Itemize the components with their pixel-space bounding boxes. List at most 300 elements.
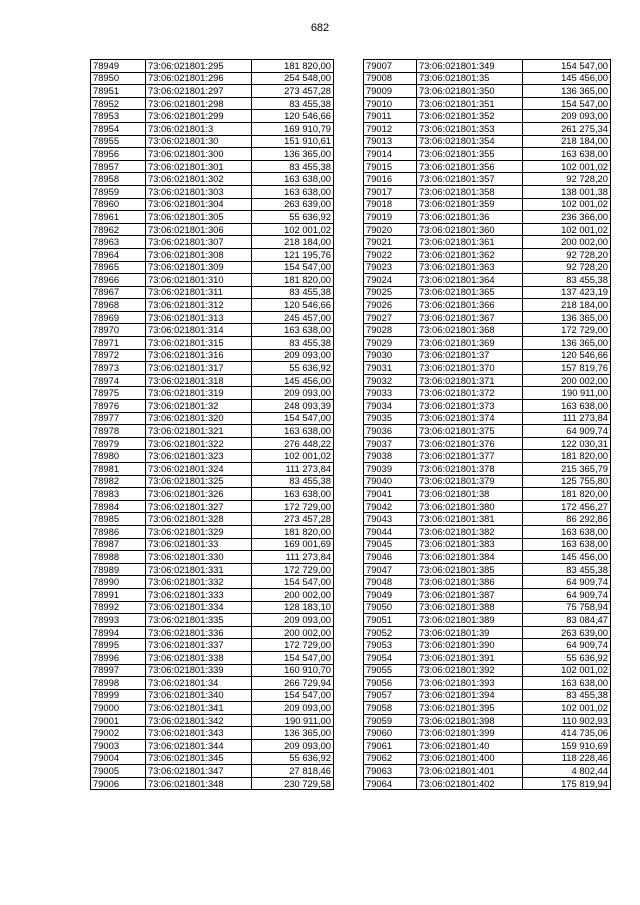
cadastral-number-cell: 73:06:021801:305: [146, 211, 252, 224]
row-number-cell: 78949: [91, 60, 146, 73]
row-number-cell: 79058: [364, 702, 417, 715]
cadastral-number-cell: 73:06:021801:379: [417, 475, 523, 488]
table-row: [91, 664, 334, 677]
row-number-cell: 79046: [364, 551, 417, 564]
value-cell: 92 728,20: [523, 261, 611, 274]
cadastral-number-cell: 73:06:021801:35: [417, 72, 523, 85]
table-row: [364, 374, 611, 387]
cadastral-number-cell: 73:06:021801:354: [417, 135, 523, 148]
value-cell: 92 728,20: [523, 248, 611, 261]
table-row: [364, 777, 611, 790]
value-cell: 163 638,00: [252, 488, 334, 501]
table-row: [91, 198, 334, 211]
value-cell: 200 002,00: [252, 626, 334, 639]
cadastral-number-cell: 73:06:021801:335: [146, 614, 252, 627]
row-number-cell: 78997: [91, 664, 146, 677]
cadastral-number-cell: 73:06:021801:32: [146, 400, 252, 413]
cadastral-number-cell: 73:06:021801:330: [146, 551, 252, 564]
table-row: [364, 614, 611, 627]
table-row: [91, 135, 334, 148]
row-number-cell: 78982: [91, 475, 146, 488]
value-cell: 75 758,94: [523, 601, 611, 614]
value-cell: 273 457,28: [252, 513, 334, 526]
value-cell: 172 729,00: [252, 563, 334, 576]
value-cell: 83 455,38: [523, 689, 611, 702]
row-number-cell: 79003: [91, 740, 146, 753]
cadastral-table-left: [90, 59, 334, 790]
table-row: [364, 639, 611, 652]
table-row: [364, 122, 611, 135]
value-cell: 181 820,00: [252, 274, 334, 287]
value-cell: 64 909,74: [523, 588, 611, 601]
value-cell: 200 002,00: [523, 374, 611, 387]
value-cell: 163 638,00: [523, 148, 611, 161]
row-number-cell: 79005: [91, 765, 146, 778]
table-row: [364, 677, 611, 690]
table-row: [91, 614, 334, 627]
value-cell: 160 910,70: [252, 664, 334, 677]
row-number-cell: 78973: [91, 362, 146, 375]
table-row: [364, 337, 611, 350]
cadastral-number-cell: 73:06:021801:345: [146, 752, 252, 765]
cadastral-number-cell: 73:06:021801:350: [417, 85, 523, 98]
value-cell: 190 911,00: [252, 714, 334, 727]
value-cell: 209 093,00: [252, 740, 334, 753]
table-row: [364, 173, 611, 186]
cadastral-number-cell: 73:06:021801:318: [146, 374, 252, 387]
row-number-cell: 78977: [91, 412, 146, 425]
value-cell: 122 030,31: [523, 437, 611, 450]
table-row: [364, 651, 611, 664]
row-number-cell: 78955: [91, 135, 146, 148]
cadastral-number-cell: 73:06:021801:356: [417, 160, 523, 173]
table-row: [364, 236, 611, 249]
value-cell: 175 819,94: [523, 777, 611, 790]
cadastral-number-cell: 73:06:021801:309: [146, 261, 252, 274]
cadastral-number-cell: 73:06:021801:343: [146, 727, 252, 740]
value-cell: 276 448,22: [252, 437, 334, 450]
cadastral-number-cell: 73:06:021801:336: [146, 626, 252, 639]
value-cell: 163 638,00: [252, 173, 334, 186]
cadastral-number-cell: 73:06:021801:334: [146, 601, 252, 614]
row-number-cell: 79000: [91, 702, 146, 715]
value-cell: 111 273,84: [252, 551, 334, 564]
value-cell: 209 093,00: [252, 614, 334, 627]
table-row: [364, 626, 611, 639]
value-cell: 145 456,00: [523, 551, 611, 564]
cadastral-number-cell: 73:06:021801:296: [146, 72, 252, 85]
value-cell: 128 183,10: [252, 601, 334, 614]
value-cell: 200 002,00: [523, 236, 611, 249]
value-cell: 172 729,00: [252, 500, 334, 513]
row-number-cell: 78970: [91, 324, 146, 337]
value-cell: 136 365,00: [523, 337, 611, 350]
row-number-cell: 78967: [91, 286, 146, 299]
table-row: [364, 148, 611, 161]
table-row: [91, 437, 334, 450]
value-cell: 263 639,00: [252, 198, 334, 211]
value-cell: 163 638,00: [252, 185, 334, 198]
cadastral-number-cell: 73:06:021801:333: [146, 588, 252, 601]
table-row: [91, 740, 334, 753]
table-row: [91, 122, 334, 135]
value-cell: 209 093,00: [252, 349, 334, 362]
table-row: [364, 400, 611, 413]
value-cell: 172 456,27: [523, 500, 611, 513]
table-row: [364, 450, 611, 463]
value-cell: 110 902,93: [523, 714, 611, 727]
table-row: [91, 538, 334, 551]
table-row: [364, 324, 611, 337]
value-cell: 163 638,00: [523, 525, 611, 538]
row-number-cell: 79002: [91, 727, 146, 740]
table-row: [91, 248, 334, 261]
cadastral-number-cell: 73:06:021801:295: [146, 60, 252, 73]
row-number-cell: 79004: [91, 752, 146, 765]
cadastral-number-cell: 73:06:021801:323: [146, 450, 252, 463]
cadastral-number-cell: 73:06:021801:38: [417, 488, 523, 501]
cadastral-number-cell: 73:06:021801:317: [146, 362, 252, 375]
table-row: [91, 513, 334, 526]
row-number-cell: 78985: [91, 513, 146, 526]
row-number-cell: 78987: [91, 538, 146, 551]
cadastral-number-cell: 73:06:021801:324: [146, 463, 252, 476]
cadastral-number-cell: 73:06:021801:313: [146, 311, 252, 324]
table-row: [91, 173, 334, 186]
cadastral-number-cell: 73:06:021801:374: [417, 412, 523, 425]
value-cell: 159 910,69: [523, 740, 611, 753]
value-cell: 218 184,00: [523, 135, 611, 148]
table-row: [364, 437, 611, 450]
cadastral-number-cell: 73:06:021801:303: [146, 185, 252, 198]
row-number-cell: 78996: [91, 651, 146, 664]
value-cell: 125 755,80: [523, 475, 611, 488]
value-cell: 230 729,58: [252, 777, 334, 790]
row-number-cell: 79017: [364, 185, 417, 198]
cadastral-number-cell: 73:06:021801:395: [417, 702, 523, 715]
table-row: [364, 475, 611, 488]
table-row: [91, 588, 334, 601]
table-row: [91, 777, 334, 790]
cadastral-number-cell: 73:06:021801:402: [417, 777, 523, 790]
row-number-cell: 79054: [364, 651, 417, 664]
row-number-cell: 78974: [91, 374, 146, 387]
cadastral-number-cell: 73:06:021801:297: [146, 85, 252, 98]
table-row: [91, 286, 334, 299]
value-cell: 154 547,00: [252, 651, 334, 664]
table-row: [91, 261, 334, 274]
row-number-cell: 79026: [364, 299, 417, 312]
row-number-cell: 78962: [91, 223, 146, 236]
value-cell: 138 001,38: [523, 185, 611, 198]
row-number-cell: 79056: [364, 677, 417, 690]
row-number-cell: 78983: [91, 488, 146, 501]
value-cell: 209 093,00: [252, 387, 334, 400]
row-number-cell: 79011: [364, 110, 417, 123]
table-row: [364, 538, 611, 551]
row-number-cell: 79020: [364, 223, 417, 236]
value-cell: 151 910,61: [252, 135, 334, 148]
value-cell: 102 001,02: [523, 702, 611, 715]
cadastral-number-cell: 73:06:021801:341: [146, 702, 252, 715]
row-number-cell: 79044: [364, 525, 417, 538]
cadastral-number-cell: 73:06:021801:399: [417, 727, 523, 740]
cadastral-number-cell: 73:06:021801:367: [417, 311, 523, 324]
table-body-left: [91, 60, 334, 790]
value-cell: 414 735,06: [523, 727, 611, 740]
row-number-cell: 79059: [364, 714, 417, 727]
table-row: [364, 362, 611, 375]
table-row: [91, 576, 334, 589]
row-number-cell: 78971: [91, 337, 146, 350]
value-cell: 218 184,00: [252, 236, 334, 249]
row-number-cell: 79037: [364, 437, 417, 450]
table-row: [91, 601, 334, 614]
table-row: [91, 488, 334, 501]
table-row: [364, 576, 611, 589]
table-row: [364, 110, 611, 123]
value-cell: 236 366,00: [523, 211, 611, 224]
cadastral-number-cell: 73:06:021801:380: [417, 500, 523, 513]
value-cell: 154 547,00: [252, 576, 334, 589]
value-cell: 200 002,00: [252, 588, 334, 601]
value-cell: 163 638,00: [523, 400, 611, 413]
row-number-cell: 79049: [364, 588, 417, 601]
cadastral-number-cell: 73:06:021801:327: [146, 500, 252, 513]
row-number-cell: 79042: [364, 500, 417, 513]
table-row: [91, 714, 334, 727]
value-cell: 120 546,66: [252, 299, 334, 312]
value-cell: 121 195,76: [252, 248, 334, 261]
table-row: [364, 740, 611, 753]
value-cell: 163 638,00: [523, 538, 611, 551]
value-cell: 169 001,69: [252, 538, 334, 551]
row-number-cell: 79008: [364, 72, 417, 85]
row-number-cell: 79029: [364, 337, 417, 350]
row-number-cell: 78961: [91, 211, 146, 224]
table-row: [91, 563, 334, 576]
row-number-cell: 78998: [91, 677, 146, 690]
table-row: [91, 689, 334, 702]
value-cell: 55 636,92: [523, 651, 611, 664]
row-number-cell: 79055: [364, 664, 417, 677]
table-row: [91, 185, 334, 198]
table-row: [91, 160, 334, 173]
cadastral-number-cell: 73:06:021801:338: [146, 651, 252, 664]
cadastral-number-cell: 73:06:021801:385: [417, 563, 523, 576]
value-cell: 102 001,02: [523, 664, 611, 677]
cadastral-number-cell: 73:06:021801:339: [146, 664, 252, 677]
value-cell: 111 273,84: [252, 463, 334, 476]
row-number-cell: 79043: [364, 513, 417, 526]
value-cell: 266 729,94: [252, 677, 334, 690]
cadastral-number-cell: 73:06:021801:357: [417, 173, 523, 186]
cadastral-number-cell: 73:06:021801:393: [417, 677, 523, 690]
table-row: [364, 425, 611, 438]
value-cell: 181 820,00: [523, 450, 611, 463]
cadastral-number-cell: 73:06:021801:310: [146, 274, 252, 287]
row-number-cell: 79061: [364, 740, 417, 753]
value-cell: 218 184,00: [523, 299, 611, 312]
table-row: [364, 689, 611, 702]
row-number-cell: 79064: [364, 777, 417, 790]
cadastral-number-cell: 73:06:021801:331: [146, 563, 252, 576]
value-cell: 120 546,66: [523, 349, 611, 362]
cadastral-number-cell: 73:06:021801:353: [417, 122, 523, 135]
cadastral-number-cell: 73:06:021801:332: [146, 576, 252, 589]
value-cell: 102 001,02: [252, 450, 334, 463]
row-number-cell: 79050: [364, 601, 417, 614]
row-number-cell: 79023: [364, 261, 417, 274]
table-row: [364, 702, 611, 715]
value-cell: 215 365,79: [523, 463, 611, 476]
cadastral-number-cell: 73:06:021801:33: [146, 538, 252, 551]
cadastral-number-cell: 73:06:021801:392: [417, 664, 523, 677]
table-row: [91, 765, 334, 778]
cadastral-number-cell: 73:06:021801:37: [417, 349, 523, 362]
row-number-cell: 79022: [364, 248, 417, 261]
value-cell: 118 228,46: [523, 752, 611, 765]
cadastral-table-right: [363, 59, 611, 790]
cadastral-number-cell: 73:06:021801:386: [417, 576, 523, 589]
value-cell: 136 365,00: [523, 85, 611, 98]
value-cell: 145 456,00: [523, 72, 611, 85]
row-number-cell: 78963: [91, 236, 146, 249]
table-row: [364, 752, 611, 765]
value-cell: 137 423,19: [523, 286, 611, 299]
table-row: [91, 97, 334, 110]
table-row: [91, 475, 334, 488]
row-number-cell: 78969: [91, 311, 146, 324]
cadastral-number-cell: 73:06:021801:320: [146, 412, 252, 425]
row-number-cell: 79034: [364, 400, 417, 413]
row-number-cell: 78980: [91, 450, 146, 463]
row-number-cell: 79027: [364, 311, 417, 324]
value-cell: 163 638,00: [252, 324, 334, 337]
cadastral-number-cell: 73:06:021801:349: [417, 60, 523, 73]
row-number-cell: 78991: [91, 588, 146, 601]
cadastral-number-cell: 73:06:021801:371: [417, 374, 523, 387]
table-row: [91, 400, 334, 413]
cadastral-number-cell: 73:06:021801:308: [146, 248, 252, 261]
row-number-cell: 79012: [364, 122, 417, 135]
table-row: [364, 286, 611, 299]
cadastral-number-cell: 73:06:021801:394: [417, 689, 523, 702]
table-row: [91, 85, 334, 98]
cadastral-number-cell: 73:06:021801:30: [146, 135, 252, 148]
table-row: [91, 626, 334, 639]
row-number-cell: 78972: [91, 349, 146, 362]
table-row: [364, 248, 611, 261]
cadastral-number-cell: 73:06:021801:368: [417, 324, 523, 337]
cadastral-number-cell: 73:06:021801:378: [417, 463, 523, 476]
row-number-cell: 79045: [364, 538, 417, 551]
row-number-cell: 78953: [91, 110, 146, 123]
cadastral-number-cell: 73:06:021801:361: [417, 236, 523, 249]
row-number-cell: 78978: [91, 425, 146, 438]
cadastral-number-cell: 73:06:021801:311: [146, 286, 252, 299]
table-row: [364, 463, 611, 476]
row-number-cell: 78989: [91, 563, 146, 576]
cadastral-number-cell: 73:06:021801:39: [417, 626, 523, 639]
table-row: [364, 60, 611, 73]
value-cell: 157 819,76: [523, 362, 611, 375]
value-cell: 172 729,00: [252, 639, 334, 652]
row-number-cell: 79040: [364, 475, 417, 488]
table-row: [91, 374, 334, 387]
cadastral-number-cell: 73:06:021801:375: [417, 425, 523, 438]
table-row: [364, 387, 611, 400]
row-number-cell: 79010: [364, 97, 417, 110]
table-row: [91, 324, 334, 337]
row-number-cell: 79057: [364, 689, 417, 702]
value-cell: 83 455,38: [252, 475, 334, 488]
table-row: [91, 337, 334, 350]
cadastral-number-cell: 73:06:021801:342: [146, 714, 252, 727]
value-cell: 136 365,00: [252, 727, 334, 740]
table-row: [364, 223, 611, 236]
row-number-cell: 79028: [364, 324, 417, 337]
value-cell: 154 547,00: [252, 412, 334, 425]
cadastral-number-cell: 73:06:021801:370: [417, 362, 523, 375]
value-cell: 273 457,28: [252, 85, 334, 98]
cadastral-number-cell: 73:06:021801:372: [417, 387, 523, 400]
row-number-cell: 79060: [364, 727, 417, 740]
cadastral-number-cell: 73:06:021801:299: [146, 110, 252, 123]
cadastral-number-cell: 73:06:021801:326: [146, 488, 252, 501]
cadastral-number-cell: 73:06:021801:362: [417, 248, 523, 261]
row-number-cell: 78984: [91, 500, 146, 513]
table-row: [364, 311, 611, 324]
value-cell: 209 093,00: [252, 702, 334, 715]
value-cell: 263 639,00: [523, 626, 611, 639]
table-row: [91, 651, 334, 664]
value-cell: 154 547,00: [523, 60, 611, 73]
value-cell: 102 001,02: [523, 160, 611, 173]
cadastral-number-cell: 73:06:021801:377: [417, 450, 523, 463]
cadastral-number-cell: 73:06:021801:329: [146, 525, 252, 538]
row-number-cell: 79047: [364, 563, 417, 576]
cadastral-number-cell: 73:06:021801:359: [417, 198, 523, 211]
row-number-cell: 78995: [91, 639, 146, 652]
cadastral-number-cell: 73:06:021801:387: [417, 588, 523, 601]
value-cell: 83 455,38: [252, 337, 334, 350]
table-row: [364, 299, 611, 312]
row-number-cell: 79007: [364, 60, 417, 73]
table-row: [91, 72, 334, 85]
table-row: [364, 261, 611, 274]
cadastral-number-cell: 73:06:021801:389: [417, 614, 523, 627]
value-cell: 145 456,00: [252, 374, 334, 387]
value-cell: 64 909,74: [523, 576, 611, 589]
table-row: [364, 513, 611, 526]
table-row: [364, 412, 611, 425]
value-cell: 86 292,86: [523, 513, 611, 526]
row-number-cell: 78954: [91, 122, 146, 135]
value-cell: 169 910,79: [252, 122, 334, 135]
cadastral-number-cell: 73:06:021801:388: [417, 601, 523, 614]
cadastral-number-cell: 73:06:021801:376: [417, 437, 523, 450]
cadastral-number-cell: 73:06:021801:351: [417, 97, 523, 110]
table-row: [91, 387, 334, 400]
row-number-cell: 79001: [91, 714, 146, 727]
row-number-cell: 78994: [91, 626, 146, 639]
table-row: [364, 72, 611, 85]
cadastral-number-cell: 73:06:021801:36: [417, 211, 523, 224]
table-row: [364, 664, 611, 677]
row-number-cell: 79051: [364, 614, 417, 627]
cadastral-number-cell: 73:06:021801:3: [146, 122, 252, 135]
